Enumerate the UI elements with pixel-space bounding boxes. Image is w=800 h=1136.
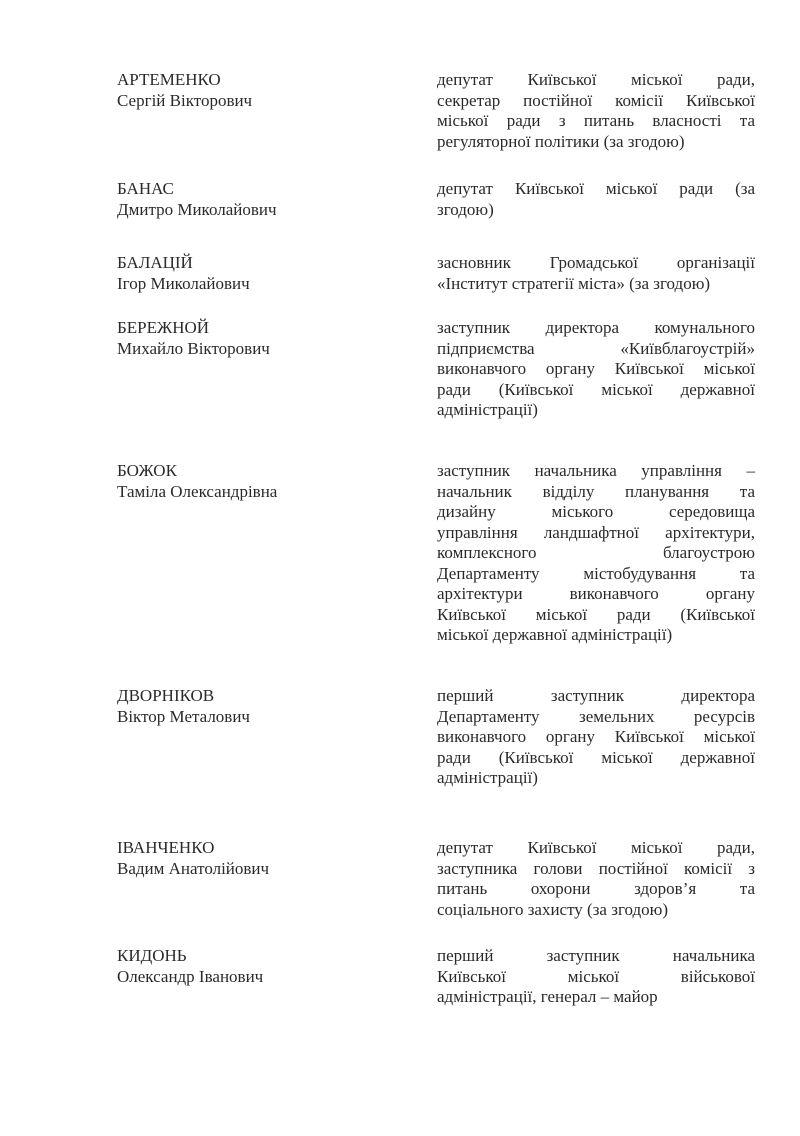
position-line: перший заступник директора [437, 686, 755, 705]
member-name [117, 838, 417, 879]
member-surname: ДВОРНІКОВ [117, 686, 215, 705]
position-line: «Інститут стратегії міста» (за згодою) [437, 273, 711, 293]
position-line: архітектури виконавчого органу [437, 584, 755, 603]
position-line: заступник директора комунального [437, 318, 755, 337]
position-line: адміністрації) [437, 400, 538, 419]
position-line: міської ради з питань власності та [437, 111, 755, 130]
member-position [437, 686, 755, 789]
member-name [117, 318, 417, 359]
member-given: Михайло Вікторович [117, 338, 270, 358]
position-line: адміністрації, генерал – майор [437, 987, 658, 1006]
member-surname: БЕРЕЖНОЙ [117, 318, 210, 337]
member-position [437, 318, 755, 421]
member-name [117, 461, 417, 502]
position-line: ради (Київської міської державної [437, 747, 755, 767]
position-line: депутат Київської міської ради (за [437, 179, 755, 198]
member-name [117, 179, 417, 220]
member-surname: БАНАС [117, 179, 174, 198]
member-position [437, 253, 755, 294]
position-line: дизайну міського середовища [437, 502, 755, 521]
member-given: Вадим Анатолійович [117, 858, 270, 878]
member-name [117, 253, 417, 294]
member-surname: БОЖОК [117, 461, 177, 480]
member-name [117, 686, 417, 727]
position-line: міської державної адміністрації) [437, 625, 673, 644]
member-name [117, 946, 417, 987]
member-given: Олександр Іванович [117, 966, 264, 986]
member-given: Дмитро Миколайович [117, 199, 277, 219]
position-line: заступника голови постійної комісії з [437, 858, 755, 878]
position-line: соціального захисту (за згодою) [437, 899, 669, 919]
member-given: Ігор Миколайович [117, 273, 250, 293]
position-line: депутат Київської міської ради, [437, 838, 755, 857]
member-position [437, 70, 755, 152]
member-name [117, 70, 417, 111]
position-line: перший заступник начальника [437, 946, 755, 965]
position-line: регуляторної політики (за згодою) [437, 131, 685, 151]
position-line: заступник начальника управління – [437, 461, 755, 480]
position-line: комплексного благоустрою [437, 543, 755, 562]
position-line: виконавчого органу Київської міської [437, 359, 755, 378]
member-surname: АРТЕМЕНКО [117, 70, 221, 89]
position-line: ради (Київської міської державної [437, 379, 755, 399]
member-surname: БАЛАЦІЙ [117, 253, 193, 272]
position-line: Департаменту земельних ресурсів [437, 706, 755, 726]
position-line: секретар постійної комісії Київської [437, 90, 755, 110]
position-line: начальник відділу планування та [437, 481, 755, 501]
member-given: Таміла Олександрівна [117, 481, 278, 501]
position-line: згодою) [437, 199, 494, 219]
member-given: Віктор Металович [117, 706, 250, 726]
position-line: адміністрації) [437, 768, 538, 787]
position-line: Київської міської військової [437, 966, 755, 986]
position-line: засновник Громадської організації [437, 253, 755, 272]
position-line: підприємства «Київблагоустрій» [437, 338, 755, 358]
position-line: Київської міської ради (Київської [437, 604, 755, 624]
position-line: управління ландшафтної архітектури, [437, 522, 755, 542]
member-surname: КИДОНЬ [117, 946, 187, 965]
member-position [437, 179, 755, 220]
position-line: депутат Київської міської ради, [437, 70, 755, 89]
member-surname: ІВАНЧЕНКО [117, 838, 215, 857]
position-line: питань охорони здоров’я та [437, 879, 755, 898]
member-position [437, 946, 755, 1008]
position-line: Департаменту містобудування та [437, 563, 755, 583]
position-line: виконавчого органу Київської міської [437, 727, 755, 746]
member-position [437, 461, 755, 646]
member-position [437, 838, 755, 920]
member-given: Сергій Вікторович [117, 90, 253, 110]
